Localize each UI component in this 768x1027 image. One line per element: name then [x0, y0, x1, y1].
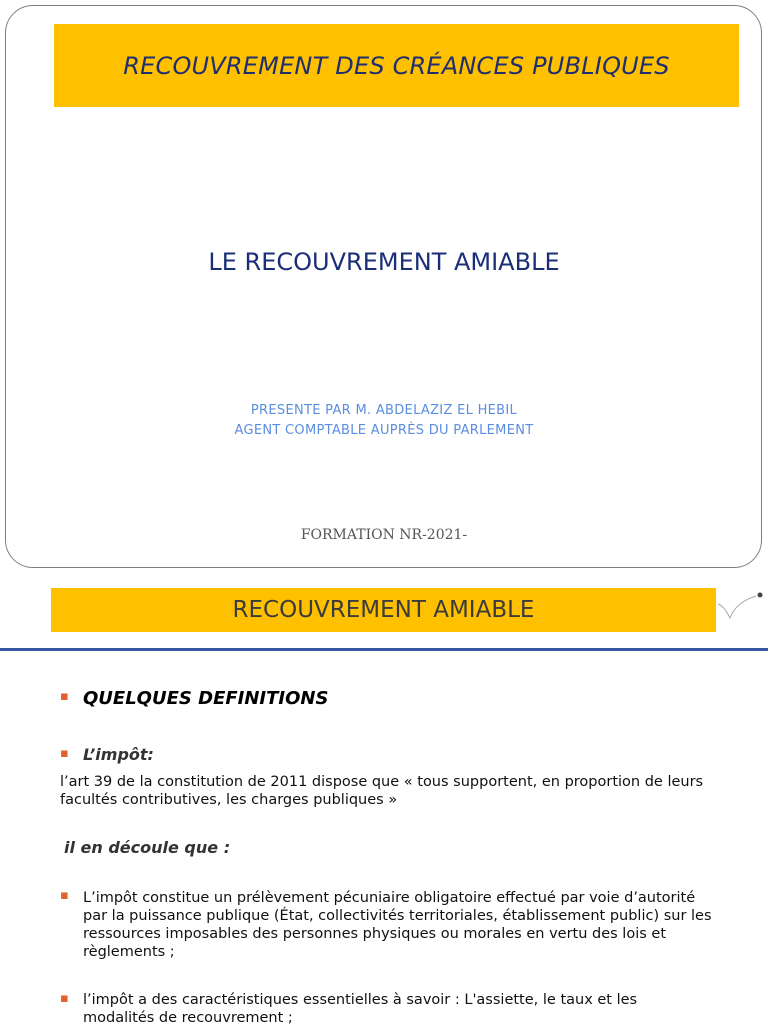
- impot-heading: L’impôt:: [83, 745, 154, 764]
- decoule-heading: il en découle que :: [64, 838, 231, 857]
- section-title: RECOUVREMENT AMIABLE: [232, 597, 535, 623]
- title-slide: [5, 5, 762, 568]
- bullet-icon: ▪: [60, 991, 69, 1006]
- bullet-icon: ▪: [60, 746, 69, 761]
- title-banner: [54, 24, 739, 107]
- bullet-icon: ▪: [60, 689, 69, 704]
- art39-paragraph: l’art 39 de la constitution de 2011 dispose que « tous supportent, en proportion de leurs facultés contributives, les charges publiques »: [60, 774, 704, 808]
- point-caracteristiques: l’impôt a des caractéristiques essentielles à savoir : L'assiette, le taux et les modalités de recouvrement ;: [83, 992, 638, 1026]
- presentation-title: RECOUVREMENT DES CRÉANCES PUBLIQUES: [123, 51, 670, 80]
- swoosh-icon: [716, 584, 768, 628]
- divider-rule: [0, 648, 768, 651]
- section-banner: [51, 588, 716, 632]
- presenter-role: AGENT COMPTABLE AUPRÈS DU PARLEMENT: [234, 423, 534, 438]
- definitions-heading: QUELQUES DEFINITIONS: [83, 688, 329, 709]
- presenter-name: PRESENTE PAR M. ABDELAZIZ EL HEBIL: [250, 403, 518, 418]
- bullet-icon: ▪: [60, 888, 69, 903]
- point-prelevement: L’impôt constitue un prélèvement pécuniaire obligatoire effectué par voie d’autorité par la puissance publique (État, collectivités territoriales, établissement public) sur les ressources imposables des personnes physiques ou morales en vertu des lois et règlements ;: [83, 890, 712, 960]
- slide-subtitle: LE RECOUVREMENT AMIABLE: [208, 248, 560, 276]
- formation-label: FORMATION NR-2021-: [300, 527, 468, 543]
